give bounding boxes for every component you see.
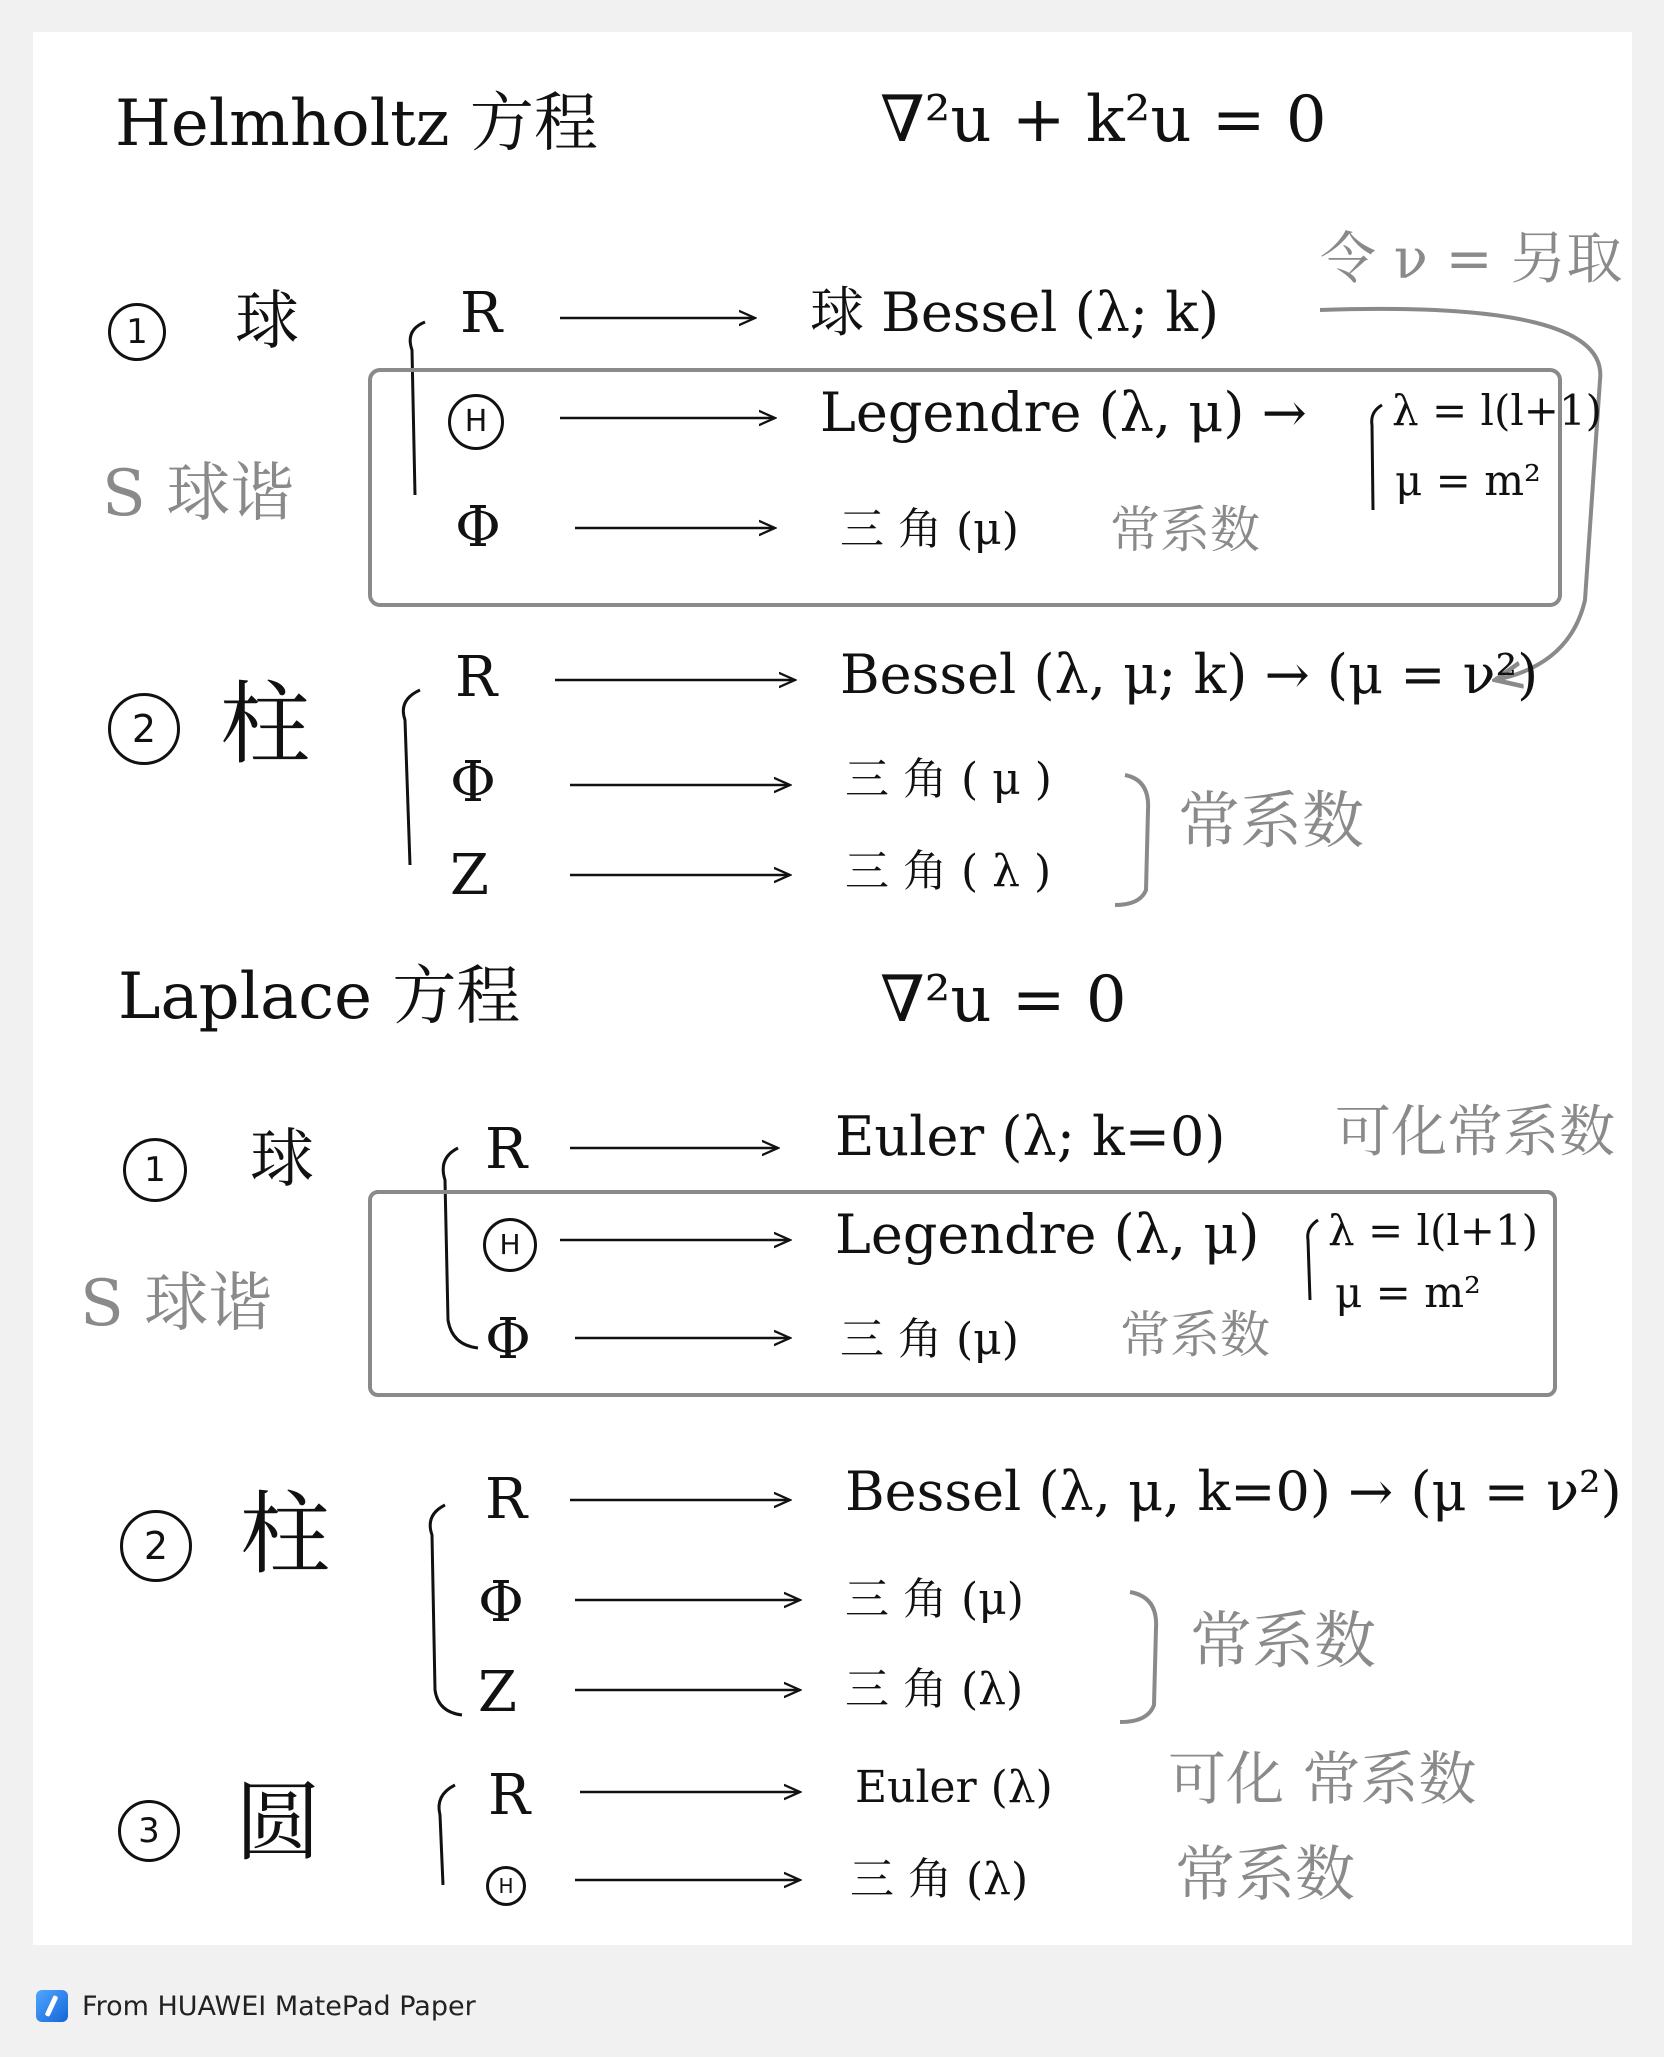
lap-sphere-number: 1 <box>123 1138 187 1202</box>
lap-sphere-phi-result: 三 角 (μ) <box>840 1314 1019 1365</box>
lap-cond-mu: μ = m² <box>1335 1268 1481 1317</box>
lap-cyl-phi-result: 三 角 (μ) <box>845 1574 1024 1625</box>
helm-cyl-r-result: Bessel (λ, μ; k) → (μ = ν²) <box>840 643 1539 706</box>
lap-sphere-r-result: Euler (λ; k=0) <box>835 1105 1226 1168</box>
helm-cyl-number: 2 <box>108 693 180 765</box>
helm-cyl-r: R <box>455 645 498 710</box>
helmholtz-arrows <box>555 318 795 875</box>
helm-cyl-phi-result: 三 角 ( μ ) <box>845 754 1052 805</box>
helm-sphere-phi: Φ <box>455 495 501 560</box>
lap-sphere-phi-note: 常系数 <box>1120 1306 1270 1364</box>
helm-cyl-label: 柱 <box>220 672 310 777</box>
lap-cond-lambda: λ = l(l+1) <box>1328 1206 1539 1255</box>
helm-sphere-label: 球 <box>235 285 299 359</box>
helm-cond-mu: μ = m² <box>1395 456 1541 505</box>
brace-lap-circle <box>439 1785 455 1885</box>
lap-circle-theta-note: 常系数 <box>1175 1840 1355 1910</box>
lap-circle-theta: H <box>486 1866 526 1906</box>
helm-sphere-phi-note: 常系数 <box>1110 501 1260 559</box>
lap-circle-theta-result: 三 角 (λ) <box>850 1854 1029 1905</box>
lap-sphere-phi: Φ <box>485 1307 531 1372</box>
lap-cyl-z: Z <box>478 1660 517 1725</box>
helm-sphere-theta: H <box>448 394 504 450</box>
lap-cyl-r: R <box>485 1467 528 1532</box>
brace-helm-sphere <box>410 322 425 495</box>
helm-cyl-z-result: 三 角 ( λ ) <box>845 846 1052 897</box>
helm-cyl-note: 常系数 <box>1178 784 1365 857</box>
brace-lap-cyl <box>430 1505 462 1715</box>
helmholtz-equation: ∇²u + k²u = 0 <box>880 83 1327 157</box>
lap-cyl-label: 柱 <box>240 1482 330 1587</box>
lap-sphere-label: 球 <box>250 1123 314 1197</box>
footer-text: From HUAWEI MatePad Paper <box>82 1990 476 2022</box>
lap-sphere-side-note: S 球谐 <box>80 1267 273 1341</box>
brace-helm-note <box>1115 775 1148 905</box>
brace-lap-cond <box>1308 1220 1318 1300</box>
brace-lap-sphere <box>443 1148 478 1348</box>
lap-circle-r: R <box>488 1763 531 1828</box>
lap-circle-label: 圆 <box>235 1773 321 1873</box>
brace-helm-cyl <box>403 690 420 865</box>
lap-cyl-note: 常系数 <box>1190 1604 1377 1677</box>
lap-cyl-r-result: Bessel (λ, μ, k=0) → (μ = ν²) <box>845 1460 1622 1523</box>
laplace-arrows <box>560 1148 800 1880</box>
lap-sphere-r-note: 可化常系数 <box>1335 1100 1615 1165</box>
lap-circle-r-result: Euler (λ) <box>855 1762 1053 1813</box>
lap-cyl-z-result: 三 角 (λ) <box>845 1664 1024 1715</box>
brace-helm-cond <box>1372 405 1382 510</box>
helm-cond-lambda: λ = l(l+1) <box>1392 386 1603 435</box>
helm-sphere-r-result: 球 Bessel (λ; k) <box>810 281 1220 344</box>
helmholtz-title: Helmholtz 方程 <box>115 87 598 161</box>
footer <box>36 1988 476 2024</box>
helm-cyl-phi: Φ <box>450 750 496 815</box>
lap-sphere-r: R <box>485 1117 528 1182</box>
matepad-app-icon <box>36 1990 68 2022</box>
helm-sphere-theta-result: Legendre (λ, μ) → <box>820 381 1307 444</box>
lap-circle-r-note: 可化 常系数 <box>1168 1745 1477 1813</box>
helm-sphere-number: 1 <box>108 298 166 361</box>
helm-sphere-side-note: S 球谐 <box>102 457 295 531</box>
brace-lap-note <box>1120 1592 1156 1722</box>
laplace-title: Laplace 方程 <box>118 960 521 1034</box>
lap-sphere-theta: H <box>483 1218 537 1272</box>
lap-sphere-theta-result: Legendre (λ, μ) <box>835 1203 1260 1266</box>
laplace-equation: ∇²u = 0 <box>880 963 1127 1037</box>
lap-cyl-phi: Φ <box>478 1570 524 1635</box>
helm-sphere-r: R <box>460 281 503 346</box>
lap-circle-number: 3 <box>118 1800 180 1862</box>
helm-cyl-z: Z <box>450 843 489 908</box>
lap-cyl-number: 2 <box>120 1510 192 1582</box>
helm-sphere-phi-result: 三 角 (μ) <box>840 504 1019 555</box>
helm-top-note: 令 ν = 另取 <box>1320 227 1623 292</box>
